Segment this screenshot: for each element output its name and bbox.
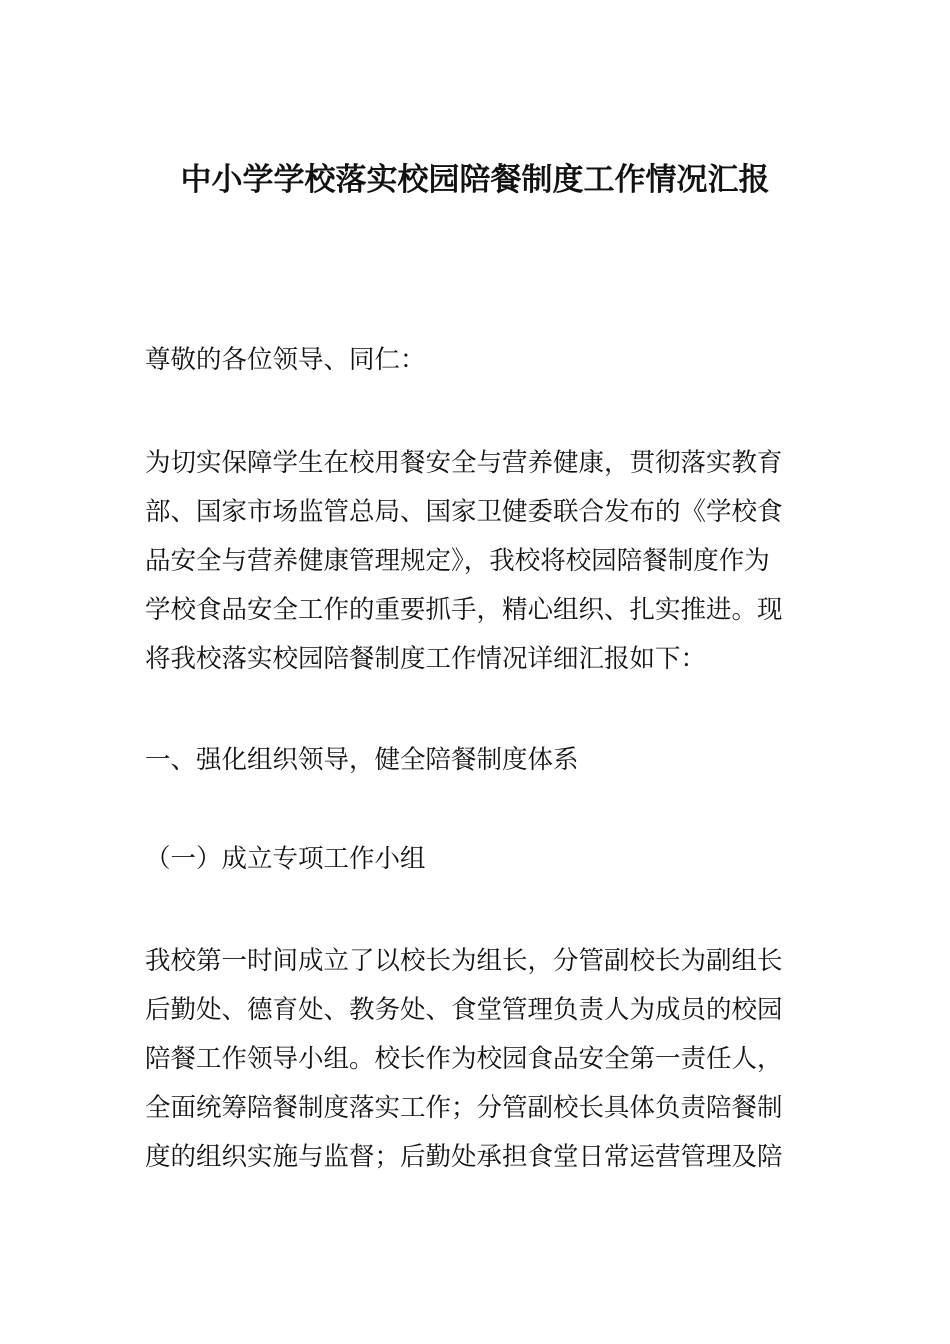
document-title: 中小学学校落实校园陪餐制度工作情况汇报	[180, 162, 770, 198]
greeting: 尊敬的各位领导、同仁：	[145, 345, 426, 375]
paragraph-line: 将我校落实校园陪餐制度工作情况详细汇报如下：	[145, 644, 707, 674]
paragraph-line: 部、国家市场监管总局、国家卫健委联合发布的《学校食	[145, 497, 783, 527]
subsection-paragraph	[145, 937, 815, 1182]
paragraph-line: 品安全与营养健康管理规定》，我校将校园陪餐制度作为	[145, 546, 770, 576]
paragraph-line: 我校第一时间成立了以校长为组长，分管副校长为副组长	[145, 946, 783, 976]
paragraph-line: 后勤处、德育处、教务处、食堂管理负责人为成员的校园	[145, 995, 783, 1025]
paragraph-line: 陪餐工作领导小组。校长作为校园食品安全第一责任人，	[145, 1044, 783, 1074]
paragraph-line: 学校食品安全工作的重要抓手，精心组织、扎实推进。现	[145, 595, 783, 625]
paragraph-line: 度的组织实施与监督；后勤处承担食堂日常运营管理及陪	[145, 1142, 783, 1172]
intro-paragraph	[145, 439, 815, 684]
paragraph-line: 为切实保障学生在校用餐安全与营养健康，贯彻落实教育	[145, 448, 783, 478]
subsection-heading: （一）成立专项工作小组	[145, 844, 426, 874]
section-heading: 一、强化组织领导，健全陪餐制度体系	[145, 745, 579, 775]
paragraph-line: 全面统筹陪餐制度落实工作；分管副校长具体负责陪餐制	[145, 1093, 783, 1123]
